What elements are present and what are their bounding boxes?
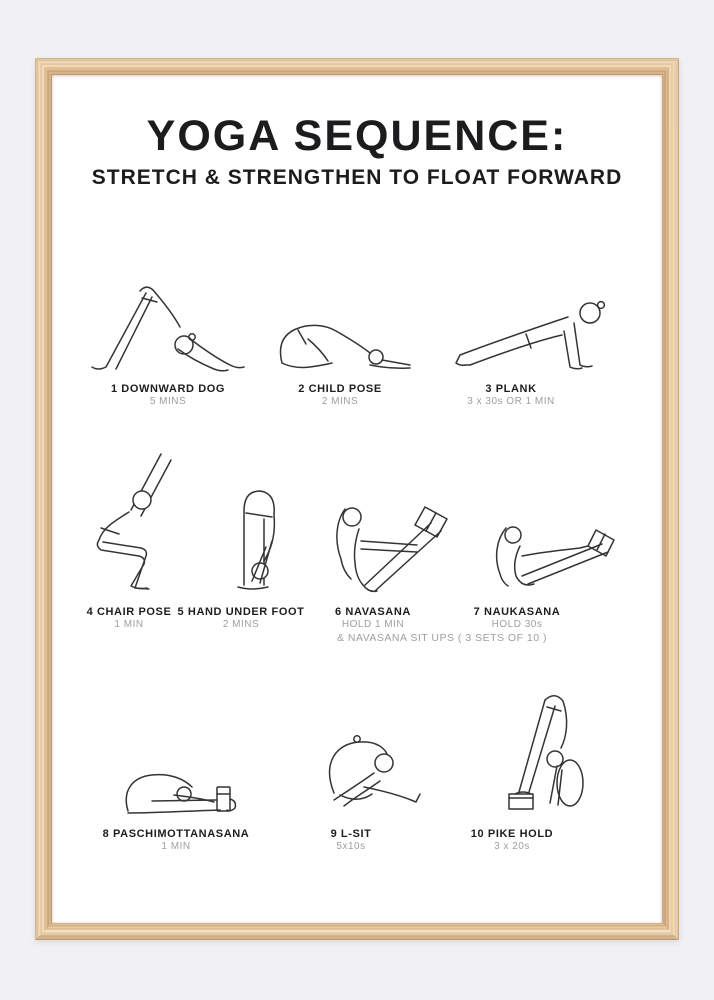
pose-label-plank [467,383,554,407]
pose-label-downward-dog [111,383,225,407]
pose-name: 8 PASCHIMOTTANASANA [102,828,250,840]
pose-label-paschimottanasana [103,828,250,852]
pose-duration: 2 MINS [222,619,260,630]
navasana-situps-note: & NAVASANA SIT UPS ( 3 SETS OF 10 ) [336,632,548,644]
pose-duration: 1 MIN [114,619,144,630]
pose-label-pike-hold [471,828,553,852]
pose-name: 10 PIKE HOLD [470,828,554,840]
pose-duration: HOLD 30s [491,619,543,630]
pose-name: 3 PLANK [485,383,537,395]
pose-name: 9 L-SIT [330,828,372,840]
pose-duration: HOLD 1 MIN [341,619,405,630]
paschimottanasana-illustration [118,763,243,818]
frame-left-rail [35,58,52,940]
pose-label-chair-pose [87,606,172,630]
pose-name: 5 HAND UNDER FOOT [177,606,305,618]
pose-name: 4 CHAIR POSE [86,606,172,618]
pose-label-navasana [335,606,411,630]
pose-label-hand-under-foot [178,606,305,630]
pose-label-naukasana [474,606,561,630]
downward-dog-illustration [90,281,248,373]
pose-duration: 3 x 30s OR 1 MIN [467,396,555,407]
naukasana-illustration [480,518,620,603]
child-pose-illustration [274,313,414,373]
frame-top-rail [35,58,679,75]
navasana-illustration [333,495,458,600]
hand-under-foot-illustration [220,481,287,593]
yoga-sequence-poster [52,75,662,923]
pose-label-l-sit [331,828,372,852]
plank-illustration [452,293,622,373]
pose-label-child-pose [298,383,382,407]
pose-name: 7 NAUKASANA [473,606,561,618]
pose-name: 6 NAVASANA [335,606,411,618]
pose-duration: 1 MIN [161,841,191,852]
pose-duration: 2 MINS [321,396,359,407]
pose-name: 1 DOWNWARD DOG [110,383,226,395]
poster-subtitle: STRETCH & STRENGTHEN TO FLOAT FORWARD [91,166,623,189]
frame-bottom-rail [35,923,679,940]
pose-duration: 5 MINS [149,396,187,407]
pike-hold-illustration [501,686,589,816]
pose-name: 2 CHILD POSE [298,383,382,395]
pose-duration: 5x10s [336,841,366,852]
pose-duration: 3 x 20s [494,841,530,852]
chair-pose-illustration [85,448,175,591]
poster-title: YOGA SEQUENCE: [146,112,568,160]
l-sit-illustration [308,733,421,818]
frame-right-rail [662,58,679,940]
